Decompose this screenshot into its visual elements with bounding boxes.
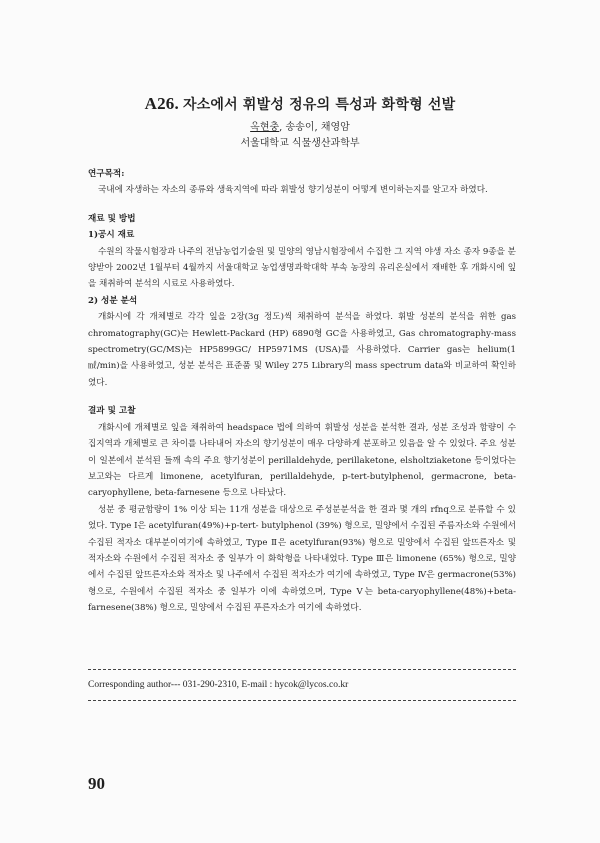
materials-sub2-text: 개화시에 각 개체별로 각각 잎을 2장(3g 정도)씩 채취하여 분석을 하였다. 휘발 성분의 분석을 위한 gas chromatography(GC)는 Hewlett-Packard (HP) 6890형 GC을 사용하였고, Gas chromatography-mass spectrometry(GC/MS)는 HP5899GC/ HP5971MS (USA)를 사용하였다. Carrier gas는 helium(1㎖/min)을 사용하였고, 성분 분석은 표준품 및 Wiley 275 Library의 mass spectrum data와 비교하여 확인하였다.	[88, 312, 516, 388]
results-para-2: 성분 중 평균함량이 1% 이상 되는 11개 성분을 대상으로 주성분분석을 한 결과 몇 개의 rfnq으로 분류할 수 있었다. Type Ⅰ은 acetylfuran(49%)+p-tert- butylphenol (39%) 형으로, 밀양에서 수집된 주름자소와 수원에서 수집된 적자소 대부분이여기에 속하였고, Type Ⅱ은 acetylfuran(93%) 형으로 밀양에서 수집된 앞뜨른자소 및 적자소와 수원에서 수집된 적자소 중 일부가 이 화학형을 나타내었다. Type Ⅲ은 limonene (65%) 형으로, 밀양에서 수집된 앞뜨른자소와 적자소 및 나주에서 수집된 적자소가 여기에 속하였고, Type Ⅳ은 germacrone(53%) 형으로, 수원에서 수집된 적자소 중 일부가 이에 속하였으며, Type Ⅴ는 beta-caryophyllene(48%)+beta-farnesene(38%) 형으로, 밀양에서 수집된 푸른자소가 여기에 속하였다.	[88, 504, 516, 614]
affiliation: 서울대학교 식물생산과학부	[240, 138, 360, 149]
results-para-1: 개화시에 개체별로 잎을 채취하여 headspace 법에 의하여 휘발성 성분을 분석한 결과, 성분 조성과 함량이 수집지역과 개체별로 큰 차이를 나타내어 자소의 향기성분이 매우 다양하게 분포하고 있음을 알 수 있었다. 주요 성분이 일본에서 분석된 들깨 속의 주요 향기성분이 perillaldehyde, perillaketone, elsholtziaketone 등이었다는 보고와는 다르게 limonene, acetylfuran, perillaldehyde, p-tert-butylphenol, germacrone, beta-caryophyllene, beta-farnesene 등으로 나타났다.	[88, 422, 516, 499]
first-author: 옥현충	[250, 122, 280, 133]
materials-sub2-heading: 2) 성분 분석	[88, 295, 138, 306]
paper-body	[88, 166, 516, 617]
materials-sub1-text: 수원의 작물시험장과 나주의 전남농업기술원 및 밀양의 영남시험장에서 수집한 그 지역 야생 자소 종자 9종을 분양받아 2002년 1월부터 4월까지 서울대학교 농업생명과학대학 부속 농장의 유리온실에서 재배한 후 개화시에 잎을 채취하여 분석의 시료로 사용하였다.	[88, 246, 516, 290]
divider-line-bottom	[88, 700, 516, 701]
materials-sub1-heading: 1)공시 재료	[88, 230, 135, 241]
divider-line	[88, 669, 516, 670]
corresponding-author: Corresponding author--- 031-290-2310, E-mail : hycok@lycos.co.kr	[88, 680, 349, 690]
objective-text: 국내에 자생하는 자소의 종류와 생육지역에 따라 휘발성 향기성분이 어떻게 변이하는지를 알고자 하였다.	[98, 185, 488, 196]
page-number: 90	[88, 774, 105, 793]
co-authors: , 송송이, 채영암	[279, 122, 350, 133]
paper-title	[0, 94, 600, 114]
objective-heading: 연구목적:	[88, 169, 125, 179]
materials-heading: 재료 및 방법	[88, 213, 136, 224]
abstract-number: A26.	[144, 94, 179, 113]
results-heading: 결과 및 고찰	[88, 406, 136, 417]
author-list	[0, 118, 600, 133]
title-text: 자소에서 휘발성 정유의 특성과 화학형 선발	[182, 97, 456, 113]
